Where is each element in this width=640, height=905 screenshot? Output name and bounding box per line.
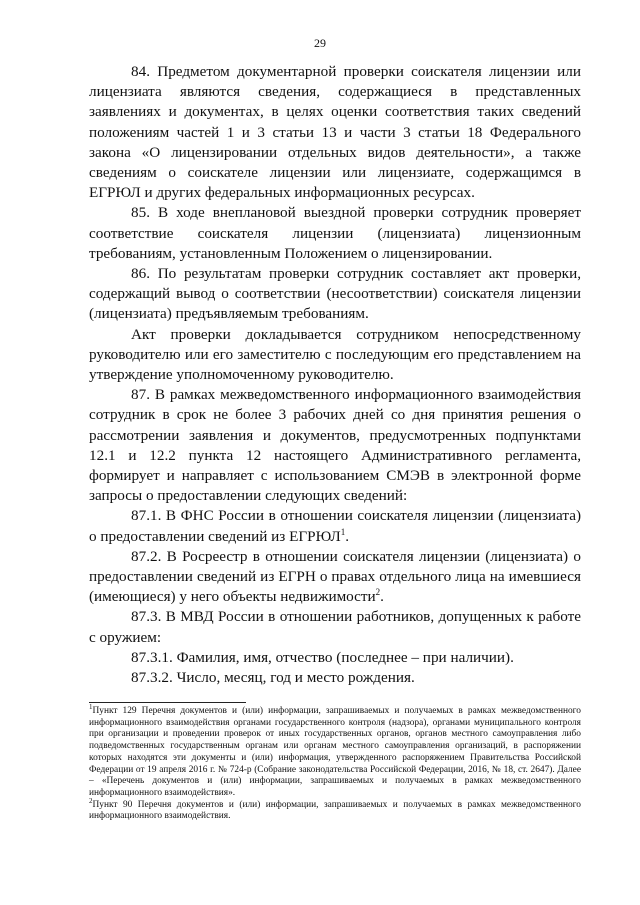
paragraph-text: 86. По результатам проверки сотрудник составляет акт проверки, содержащий вывод о соответствии (несоответствии) соискателя лицензии (лицензиата) предъявляемым требованиям.	[89, 265, 581, 323]
paragraph-86	[89, 264, 581, 325]
paragraph-text: 84. Предметом документарной проверки соискателя лицензии или лицензиата являются сведения, содержащиеся в представленных заявлениях и документах, в целях оценки соответствия таких сведений положениям частей 1 и 3 статьи 13 и части 3 статьи 18 Федерального закона «О лицензировании отдельных видов деятельности», а также сведениям о соискателе лицензии или лицензиате, содержащимся в ЕГРЮЛ и других федеральных информационных ресурсах.	[89, 63, 581, 202]
paragraph-text: 85. В ходе внеплановой выездной проверки сотрудник проверяет соответствие соискателя лицензии (лицензиата) лицензионным требованиям, установленным Положением о лицензировании.	[89, 204, 581, 262]
paragraph-act	[89, 325, 581, 386]
footnote-ref: 1	[340, 526, 346, 537]
paragraph-tail: .	[380, 588, 384, 606]
footnote-2	[89, 796, 581, 823]
footnotes	[89, 702, 581, 823]
paragraph-87	[89, 385, 581, 506]
footnote-mark: 2	[89, 796, 93, 805]
footnote-text: Пункт 129 Перечня документов и (или) информации, запрашиваемых и получаемых в рамках межведомственного информационного взаимодействия органами государственного контроля (надзора), органами муниципального контроля при организации и проведении проверок от иных государственных органов, органов местного самоуправления либо подведомственных государственным органам или органам местного самоуправления организаций, в распоряжении которых находятся эти документы и (или) информация, утвержденного распоряжением Правительства Российской Федерации от 19 апреля 2016 г. № 724-р (Собрание законодательства Российской Федерации, 2016, № 18, ст. 2647). Далее – «Перечень документов и (или) информации, запрашиваемых и получаемых в рамках межведомственного информационного взаимодействия».	[89, 706, 581, 798]
paragraph-tail: .	[345, 527, 350, 545]
page-number: 29	[314, 36, 326, 50]
body-text	[89, 62, 581, 688]
paragraph-85	[89, 203, 581, 264]
paragraph-text: 87.2. В Росреестр в отношении соискателя лицензии (лицензиата) о предоставлении сведений из ЕГРН о правах отдельного лица на имевшиеся (имеющиеся) у него объекты недвижимости	[89, 547, 581, 606]
paragraph-text: 87.3.1. Фамилия, имя, отчество (последнее – при наличии).	[131, 648, 514, 666]
paragraph-87-1	[89, 506, 581, 546]
paragraph-text: 87.3.2. Число, месяц, год и место рождения.	[131, 669, 415, 687]
paragraph-text: 87. В рамках межведомственного информационного взаимодействия сотрудник в срок не более 3 рабочих дней со дня принятия решения о рассмотрении заявления и документов, предусмотренных подпунктами 12.1 и 12.2 пункта 12 настоящего Административного регламента, формирует и направляет с использованием СМЭВ в электронной форме запросы о предоставлении следующих сведений:	[89, 386, 581, 505]
footnote-mark: 1	[89, 702, 93, 711]
footnote-divider	[89, 702, 246, 703]
paragraph-84	[89, 62, 581, 203]
paragraph-text: 87.1. В ФНС России в отношении соискателя лицензии (лицензиата) о предоставлении сведений из ЕГРЮЛ	[89, 507, 581, 545]
paragraph-text: 87.3. В МВД России в отношении работников, допущенных к работе с оружием:	[89, 608, 581, 646]
paragraph-text: Акт проверки докладывается сотрудником непосредственному руководителю или его заместителю с последующим его представлением на утверждение уполномоченному руководителю.	[89, 325, 581, 384]
paragraph-87-3-2	[89, 668, 581, 688]
paragraph-87-3	[89, 607, 581, 647]
footnote-ref: 2	[375, 587, 381, 598]
paragraph-87-2	[89, 547, 581, 608]
footnote-1	[89, 702, 581, 800]
paragraph-87-3-1	[89, 648, 581, 668]
footnote-text: Пункт 90 Перечня документов и (или) информации, запрашиваемых и получаемых в рамках межведомственного информационного взаимодействия.	[89, 799, 581, 822]
